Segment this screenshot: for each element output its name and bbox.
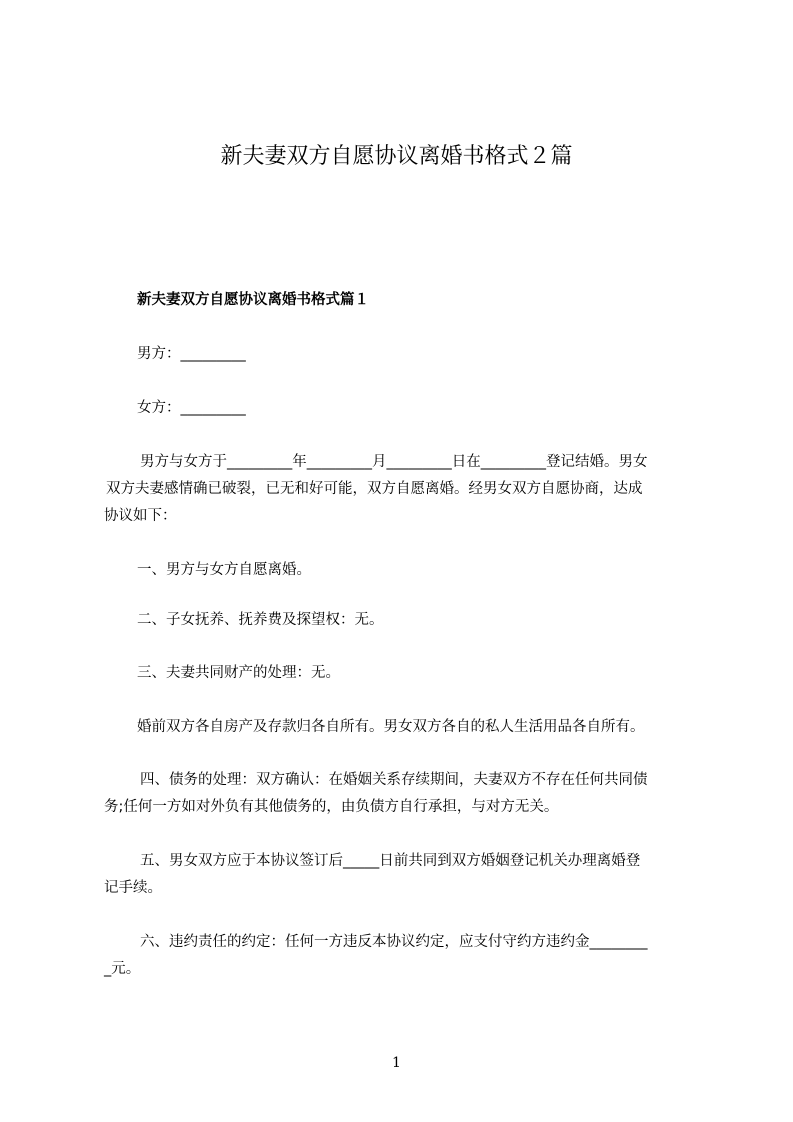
clause-3-note: 婚前双方各自房产及存款归各自所有。男女双方各自的私人生活用品各自所有。: [137, 719, 645, 735]
clause-5-line-2: 记手续。: [104, 880, 162, 896]
clause-1: 一、男方与女方自愿离婚。: [137, 562, 311, 578]
clause-5: [104, 848, 704, 902]
clause-4-line-1: 四、债务的处理：双方确认：在婚姻关系存续期间，夫妻双方不存在任何共同债: [140, 772, 648, 788]
clause-4: [104, 767, 704, 821]
intro-paragraph: [104, 449, 704, 530]
clause-3: 三、夫妻共同财产的处理：无。: [137, 665, 340, 681]
clause-5-line-1: 五、男女双方应于本协议签订后_____日前共同到双方婚姻登记机关办理离婚登: [140, 853, 641, 869]
male-party-field: 男方：_________: [137, 346, 246, 362]
clause-6-line-2: _元。: [104, 961, 141, 977]
intro-line-1: 男方与女方于_________年_________月_________日在_________登记结婚。男女: [140, 454, 648, 470]
female-party-field: 女方：_________: [137, 400, 246, 416]
intro-line-2: 双方夫妻感情确已破裂，已无和好可能，双方自愿离婚。经男女双方自愿协商，达成: [106, 481, 643, 497]
page-number: 1: [392, 1055, 401, 1071]
section-title: 新夫妻双方自愿协议离婚书格式篇１: [137, 292, 369, 308]
intro-line-3: 协议如下：: [104, 508, 177, 524]
document-title: 新夫妻双方自愿协议离婚书格式２篇: [220, 144, 573, 169]
clause-4-line-2: 务;任何一方如对外负有其他债务的，由负债方自行承担，与对方无关。: [104, 799, 559, 815]
clause-6: [104, 929, 704, 983]
clause-6-line-1: 六、违约责任的约定：任何一方违反本协议约定，应支付守约方违约金________: [140, 934, 648, 950]
clause-2: 二、子女抚养、抚养费及探望权：无。: [137, 612, 384, 628]
